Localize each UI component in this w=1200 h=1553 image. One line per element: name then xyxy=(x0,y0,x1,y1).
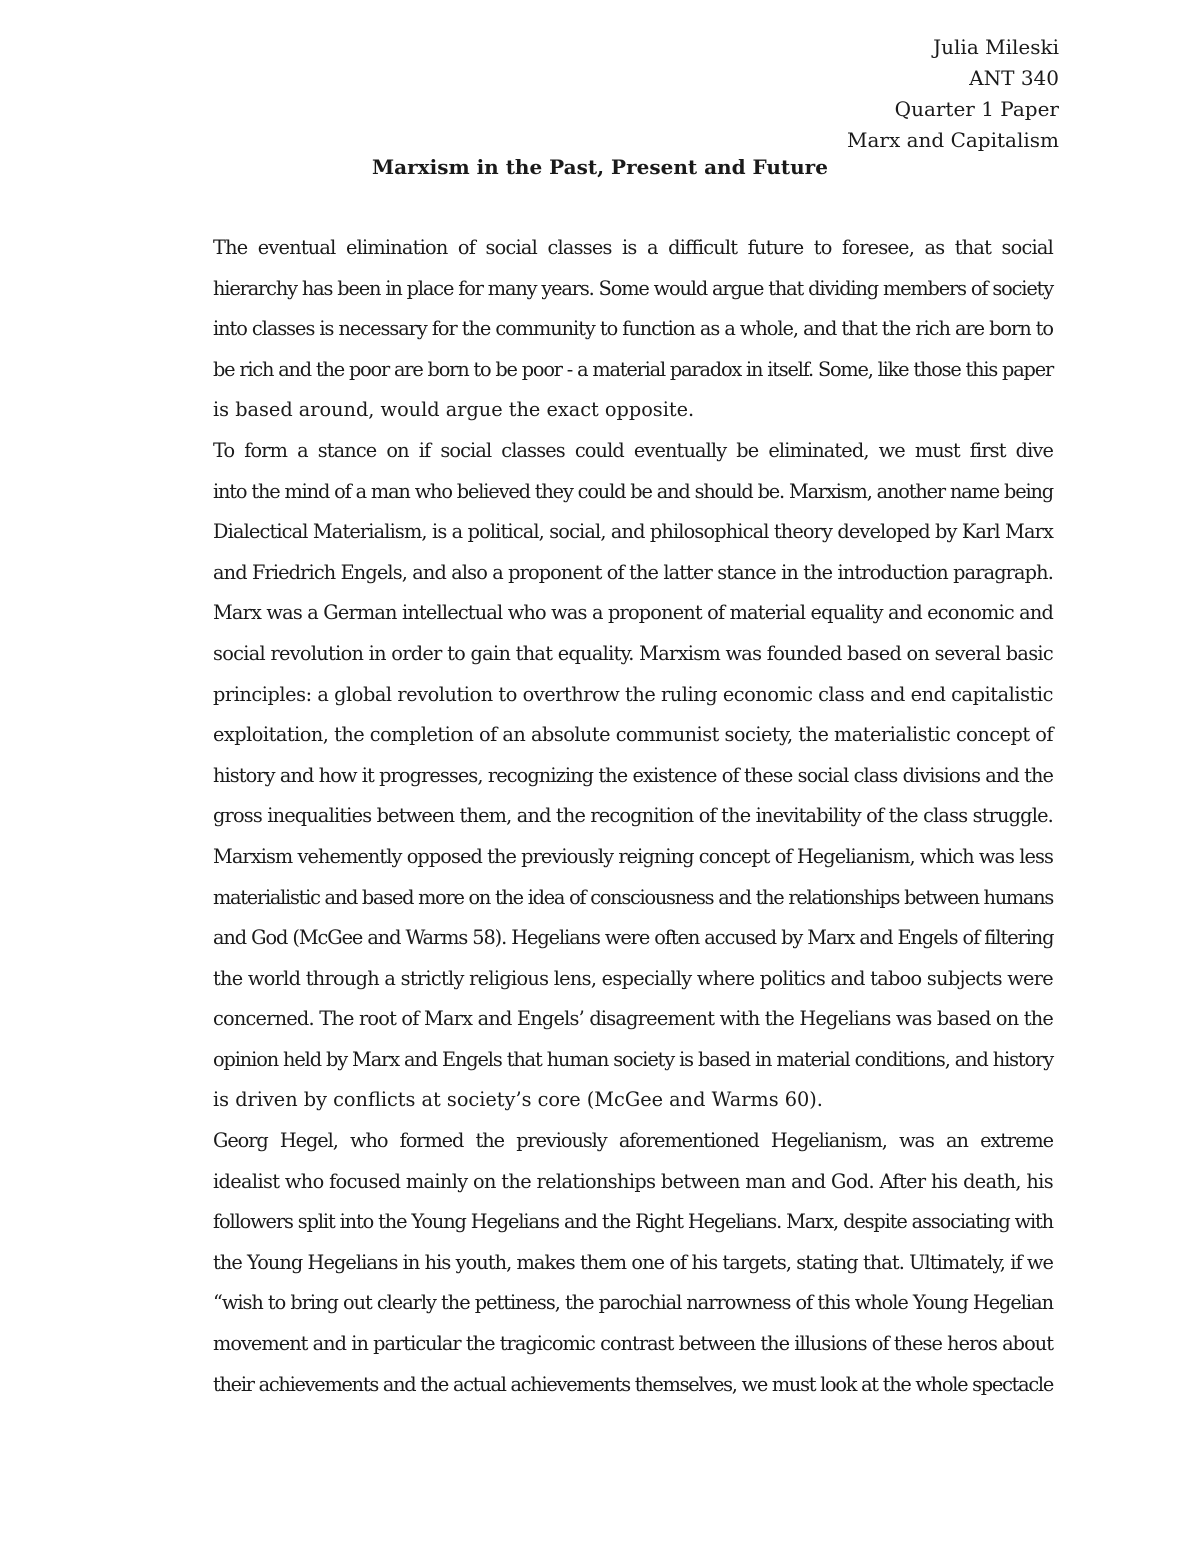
text-line: and God (McGee and Warms 58). Hegelians were often accused by Marx and Engels of filtering xyxy=(213,926,1054,950)
header-block xyxy=(847,32,1059,156)
text-line: movement and in particular the tragicomic contrast between the illusions of these heros about xyxy=(213,1332,1053,1356)
assignment-name: Quarter 1 Paper xyxy=(894,97,1059,121)
text-line: The eventual elimination of social classes is a difficult future to foresee, as that social xyxy=(213,236,1053,259)
paragraph-1 xyxy=(141,228,1053,431)
text-line: exploitation, the completion of an absolute communist society, the materialistic concept of xyxy=(213,723,1053,747)
text-line: Dialectical Materialism, is a political, social, and philosophical theory developed by Karl Marx xyxy=(213,520,1053,544)
text-line: idealist who focused mainly on the relationships between man and God. After his death, his xyxy=(213,1169,1053,1193)
text-line: hierarchy has been in place for many years. Some would argue that dividing members of society xyxy=(213,276,1053,300)
paragraph-3 xyxy=(141,1121,1053,1405)
text-line: principles: a global revolution to overthrow the ruling economic class and end capitalistic xyxy=(213,682,1053,706)
text-line: Georg Hegel, who formed the previously aforementioned Hegelianism, was an extreme xyxy=(213,1129,1053,1153)
text-line: social revolution in order to gain that equality. Marxism was founded based on several basic xyxy=(213,641,1053,665)
text-line: and Friedrich Engels, and also a proponent of the latter stance in the introduction paragraph. xyxy=(213,560,1053,584)
paper-topic: Marx and Capitalism xyxy=(847,128,1059,152)
text-line: is driven by conflicts at society’s core (McGee and Warms 60). xyxy=(213,1088,823,1112)
paragraph-2 xyxy=(141,431,1053,1121)
text-line: history and how it progresses, recognizing the existence of these social class divisions and the xyxy=(213,763,1053,787)
text-line: Marx was a German intellectual who was a proponent of material equality and economic and xyxy=(213,601,1053,625)
text-line: materialistic and based more on the idea of consciousness and the relationships between humans xyxy=(213,885,1053,909)
text-line: the Young Hegelians in his youth, makes them one of his targets, stating that. Ultimately, if we xyxy=(213,1250,1053,1274)
text-line: is based around, would argue the exact opposite. xyxy=(213,398,695,422)
text-line: the world through a strictly religious lens, especially where politics and taboo subjects were xyxy=(213,966,1054,990)
text-line: into the mind of a man who believed they could be and should be. Marxism, another name being xyxy=(213,479,1053,503)
text-line: To form a stance on if social classes could eventually be eliminated, we must first dive xyxy=(213,438,1053,462)
text-line: concerned. The root of Marx and Engels’ disagreement with the Hegelians was based on the xyxy=(213,1007,1053,1031)
text-line: be rich and the poor are born to be poor - a material paradox in itself. Some, like those this paper xyxy=(213,357,1053,381)
paper-body xyxy=(141,228,1053,1405)
text-line: into classes is necessary for the community to function as a whole, and that the rich are born to xyxy=(213,317,1053,341)
course-code: ANT 340 xyxy=(969,66,1059,90)
author-name: Julia Mileski xyxy=(933,35,1059,59)
text-line: their achievements and the actual achievements themselves, we must look at the whole spectacle xyxy=(213,1372,1054,1396)
text-line: opinion held by Marx and Engels that human society is based in material conditions, and history xyxy=(213,1047,1053,1071)
text-line: followers split into the Young Hegelians and the Right Hegelians. Marx, despite associating with xyxy=(213,1210,1053,1234)
text-line: “wish to bring out clearly the pettiness, the parochial narrowness of this whole Young Hegelian xyxy=(213,1291,1053,1315)
text-line: gross inequalities between them, and the recognition of the inevitability of the class struggle. xyxy=(213,804,1053,828)
paper-title: Marxism in the Past, Present and Future xyxy=(372,155,828,179)
text-line: Marxism vehemently opposed the previously reigning concept of Hegelianism, which was less xyxy=(213,844,1053,868)
